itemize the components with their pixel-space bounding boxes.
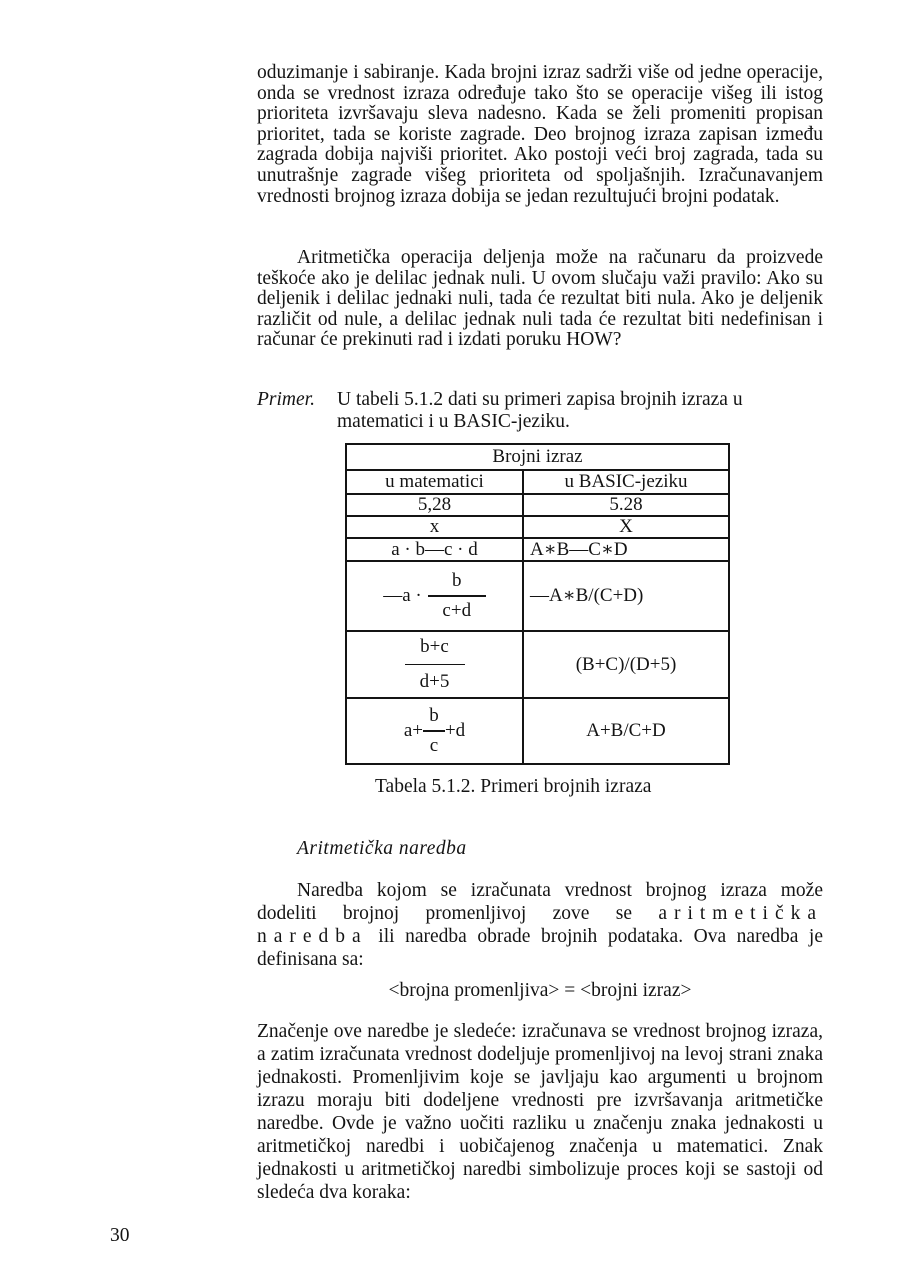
- cell-math: [346, 698, 523, 764]
- table-row: [346, 516, 729, 538]
- spaced-term: aritmetička naredba: [257, 903, 824, 947]
- fraction-denominator: c+d: [442, 599, 472, 621]
- paragraph-text: Naredba kojom se izračunata vrednost brojnog izraza može dodeliti brojnoj promenljivoj zove se: [257, 880, 823, 924]
- fraction-numerator: b+c: [420, 635, 449, 657]
- cell-basic: X: [523, 516, 729, 538]
- cell-basic: (B+C)/(D+5): [523, 631, 729, 698]
- cell-math: [346, 561, 523, 631]
- table-caption: Tabela 5.1.2. Primeri brojnih izraza: [375, 776, 652, 797]
- math-prefix: a+: [403, 720, 423, 741]
- fraction-numerator: b: [429, 705, 439, 727]
- table-row: [346, 698, 729, 764]
- example-label: Primer.: [257, 389, 315, 410]
- cell-math: [346, 631, 523, 698]
- cell-basic: A∗B—C∗D: [523, 538, 729, 561]
- paragraph-meaning: Značenje ove naredbe je sledeće: izračunava se vrednost brojnog izraza, a zatim izračunata vrednost dodeljuje promenljivoj na levoj strani znaka jednakosti. Promenljivim koje se javljaju kao argumenti u brojnom izrazu moraju biti dodeljene vrednosti pre izvršavanja aritmetičke naredbe. Ovde je važno uočiti razliku u značenju znaka jednakosti u aritmetičkoj naredbi i uobičajenog značenja u matematici. Znak jednakosti u aritmetičkoj naredbi simbolizuje proces koji se sastoji od sledeća dva koraka:: [257, 1021, 823, 1203]
- page-number: 30: [110, 1225, 130, 1246]
- paragraph-division: Aritmetička operacija deljenja može na računaru da proizvede teškoće ako je delilac jednak nuli. U ovom slučaju važi pravilo: Ako su deljenik i delilac jednaki nuli, tada će rezultat biti nula. Ako je deljenik različit od nule, a delilac jednak nuli tada će rezultat biti nedefinisan i računar će prekinuti rad i izdati poruku HOW?: [257, 247, 823, 351]
- cell-math: a · b—c · d: [346, 538, 523, 561]
- syntax-formula: <brojna promenljiva> = <brojni izraz>: [388, 980, 692, 1001]
- cell-math: 5,28: [346, 494, 523, 516]
- column-header-basic: u BASIC-jeziku: [523, 470, 729, 494]
- cell-basic: 5.28: [523, 494, 729, 516]
- math-prefix: —a ·: [383, 585, 422, 606]
- paragraph-assignment: [257, 879, 823, 971]
- section-heading: Aritmetička naredba: [297, 838, 467, 859]
- fraction-bar: [423, 730, 445, 732]
- table-row: [346, 561, 729, 631]
- fraction-numerator: b: [452, 570, 462, 592]
- fraction-bar: [428, 595, 486, 597]
- example-text: U tabeli 5.1.2 dati su primeri zapisa brojnih izraza u matematici i u BASIC-jeziku.: [337, 389, 743, 432]
- cell-basic: —A∗B/(C+D): [523, 561, 729, 631]
- fraction: [423, 706, 445, 756]
- fraction-denominator: d+5: [419, 671, 450, 693]
- paragraph-text: ili naredba obrade brojnih podataka. Ova naredba je definisana sa:: [257, 926, 824, 970]
- expressions-table: [345, 443, 730, 765]
- table-row: [346, 494, 729, 516]
- fraction-bar: [405, 664, 465, 666]
- paragraph-continuation: oduzimanje i sabiranje. Kada brojni izraz sadrži više od jedne operacije, onda se vrednost izraza određuje tako što se operacije višeg ili istog prioriteta izvršavaju sleva nadesno. Kada se želi promeniti propisan prioritet, tada se koriste zagrade. Deo brojnog izraza zapisan između zagrada dobija najviši prioritet. Ako postoji veći broj zagrada, tada su unutrašnje zagrade višeg prioriteta od spoljašnjih. Izračunavanjem vrednosti brojnog izraza dobija se jedan rezultujući brojni podatak.: [257, 62, 823, 207]
- fraction: [428, 571, 486, 621]
- fraction: [405, 637, 465, 693]
- table-row: [346, 538, 729, 561]
- cell-basic: A+B/C+D: [523, 698, 729, 764]
- cell-math: x: [346, 516, 523, 538]
- math-suffix: +d: [444, 720, 466, 741]
- fraction-denominator: c: [429, 734, 439, 756]
- table-row: [346, 631, 729, 698]
- column-header-math: u matematici: [346, 470, 523, 494]
- table-header: Brojni izraz: [346, 444, 729, 470]
